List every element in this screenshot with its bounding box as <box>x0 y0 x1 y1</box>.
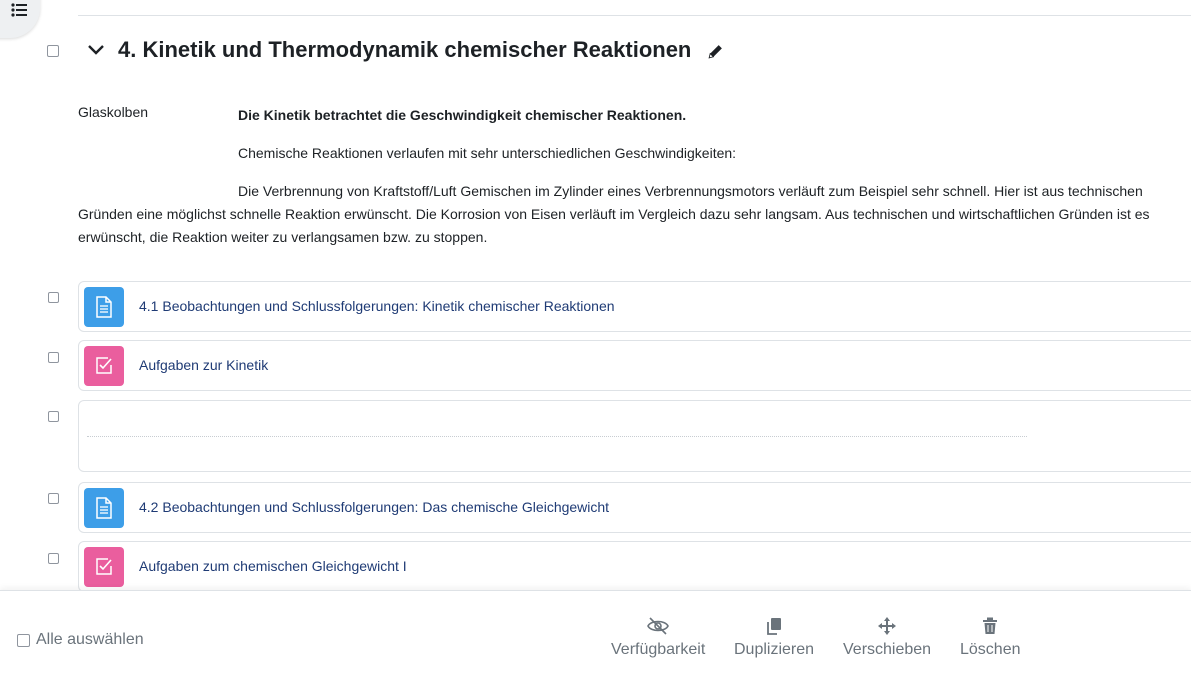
duplicate-button[interactable] <box>734 617 814 659</box>
availability-label: Verfügbarkeit <box>611 641 706 658</box>
section-checkbox[interactable] <box>47 45 59 57</box>
chevron-down-icon[interactable] <box>87 44 105 56</box>
divider <box>78 15 1191 16</box>
pencil-icon[interactable] <box>707 43 724 60</box>
course-index-toggle[interactable] <box>0 0 40 38</box>
assignment-icon <box>84 547 124 587</box>
move-label: Verschieben <box>843 641 932 658</box>
summary-heading: Die Kinetik betrachtet die Geschwindigkeit chemischer Reaktionen. <box>238 107 687 123</box>
activity-checkbox[interactable] <box>48 553 59 564</box>
activity-checkbox[interactable] <box>48 493 59 504</box>
copy-icon <box>765 617 783 635</box>
image-alt-text: Glaskolben <box>78 104 149 120</box>
activity-item[interactable] <box>78 541 1191 592</box>
activity-checkbox[interactable] <box>48 292 59 303</box>
summary-paragraph: Die Verbrennung von Kraftstoff/Luft Gemischen im Zylinder eines Verbrennungsmotors verläuft zum Beispiel sehr schnell. Hier ist aus technischen Gründen eine möglichst schnelle Reaktion erwünscht. Die Korrosion von Eisen verläuft im Vergleich dazu sehr langsam. Aus technischen und wirtschaftlichen Gründen ist es erwünscht, die Reaktion weiter zu verlangsamen bzw. zu stoppen. <box>78 183 1150 245</box>
move-button[interactable] <box>843 617 931 659</box>
arrows-move-icon <box>878 617 896 635</box>
select-all[interactable] <box>17 631 144 649</box>
activity-link[interactable]: Aufgaben zur Kinetik <box>139 357 269 373</box>
delete-label: Löschen <box>960 641 1021 658</box>
label-item[interactable] <box>78 400 1191 472</box>
availability-button[interactable] <box>611 617 705 659</box>
activity-checkbox[interactable] <box>48 411 59 422</box>
duplicate-label: Duplizieren <box>734 641 815 658</box>
activity-checkbox[interactable] <box>48 352 59 363</box>
list-icon <box>11 3 27 17</box>
page-icon <box>84 287 124 327</box>
page-icon <box>84 488 124 528</box>
activity-link[interactable]: 4.2 Beobachtungen und Schlussfolgerungen: Das chemische Gleichgewicht <box>139 499 610 515</box>
eye-slash-icon <box>647 617 669 635</box>
summary-paragraph: Chemische Reaktionen verlaufen mit sehr unterschiedlichen Geschwindigkeiten: <box>238 145 737 161</box>
select-all-checkbox[interactable] <box>17 634 30 647</box>
delete-button[interactable] <box>960 617 1021 659</box>
bulk-edit-toolbar <box>0 590 1191 682</box>
activity-link[interactable]: 4.1 Beobachtungen und Schlussfolgerungen: Kinetik chemischer Reaktionen <box>139 298 615 314</box>
activity-link[interactable]: Aufgaben zum chemischen Gleichgewicht I <box>139 558 407 574</box>
dotted-divider <box>87 436 1027 437</box>
assignment-icon <box>84 346 124 386</box>
section-summary <box>78 104 1188 264</box>
select-all-label[interactable]: Alle auswählen <box>36 631 144 648</box>
trash-icon <box>982 617 998 635</box>
activity-item[interactable] <box>78 281 1191 332</box>
section-title[interactable]: 4. Kinetik und Thermodynamik chemischer Reaktionen <box>118 37 692 62</box>
activity-item[interactable] <box>78 340 1191 391</box>
activity-item[interactable] <box>78 482 1191 533</box>
